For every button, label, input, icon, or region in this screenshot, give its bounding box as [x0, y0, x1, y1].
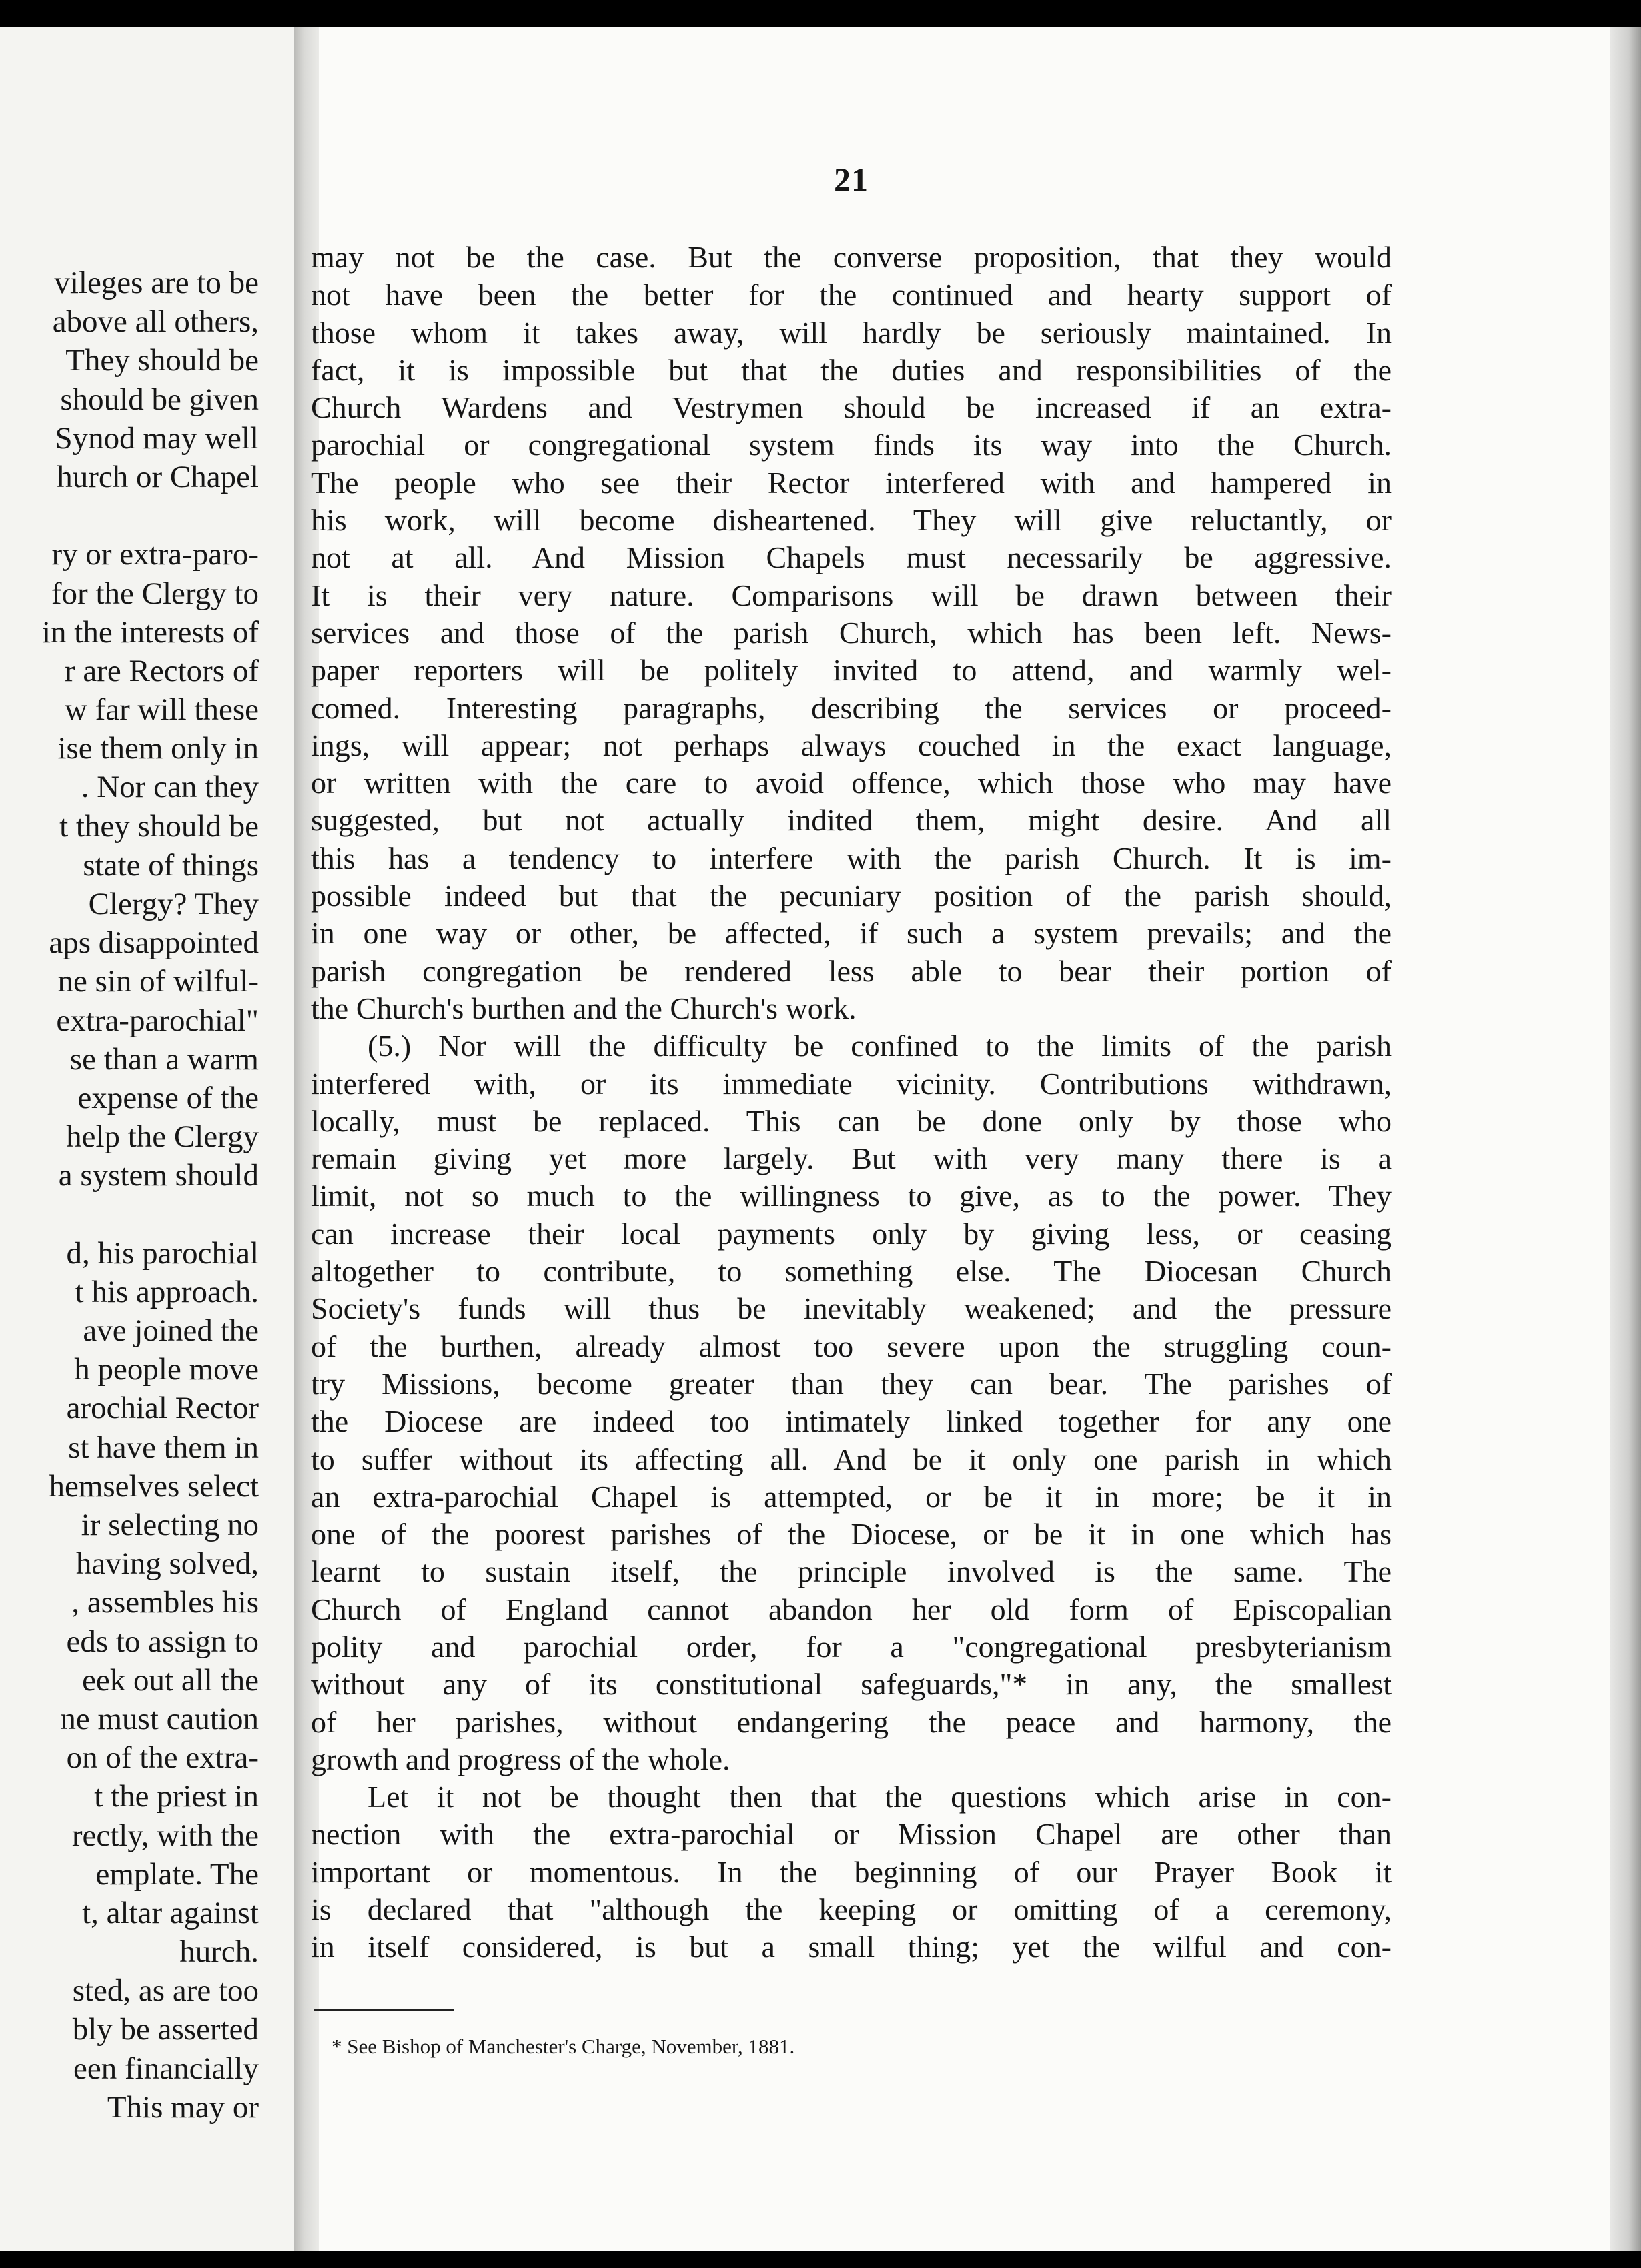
text-line: can increase their local payments only by giving less, or ceasing	[311, 1216, 1392, 1251]
text-line: polity and parochial order, for a "congregational presbyterianism	[311, 1629, 1392, 1664]
left-line: d, his parochial	[66, 1235, 259, 1271]
left-line: h people move	[74, 1352, 259, 1387]
left-line: vileges are to be	[54, 265, 259, 300]
left-line: This may or	[107, 2089, 259, 2125]
text-line: altogether to contribute, to something else. The Diocesan Church	[311, 1254, 1392, 1289]
text-line: services and those of the parish Church, which has been left. News-	[311, 615, 1392, 650]
left-line: for the Clergy to	[51, 576, 259, 611]
left-line: eek out all the	[82, 1662, 259, 1698]
text-line: those whom it takes away, will hardly be seriously maintained. In	[311, 315, 1392, 350]
text-line: this has a tendency to interfere with the parish Church. It is im-	[311, 840, 1392, 875]
left-line-gap	[42, 496, 259, 535]
text-line: comed. Interesting paragraphs, describing the services or proceed-	[311, 690, 1392, 725]
left-line: They should be	[65, 343, 259, 378]
text-line: important or momentous. In the beginning of our Prayer Book it	[311, 1854, 1392, 1889]
text-line: in one way or other, be affected, if such a system prevails; and the	[311, 916, 1392, 951]
left-line: state of things	[83, 847, 259, 883]
text-line: suggested, but not actually indited them, might desire. And all	[311, 803, 1392, 838]
text-line: parish congregation be rendered less able to bear their portion of	[311, 953, 1392, 988]
left-line: a system should	[58, 1158, 259, 1193]
body-text	[311, 239, 1392, 1966]
left-line: arochial Rector	[66, 1391, 259, 1426]
text-line: his work, will become disheartened. They will give reluctantly, or	[311, 503, 1392, 538]
text-line: may not be the case. But the converse proposition, that they would	[311, 240, 1392, 274]
left-line: ry or extra-paro-	[51, 537, 259, 572]
left-line: should be given	[60, 382, 259, 417]
text-line: is declared that "although the keeping or omitting of a ceremony,	[311, 1892, 1392, 1927]
left-line: ne sin of wilful-	[57, 964, 259, 999]
text-line: nection with the extra-parochial or Mission Chapel are other than	[311, 1817, 1392, 1852]
text-line: learnt to sustain itself, the principle involved is the same. The	[311, 1554, 1392, 1589]
text-line: interfered with, or its immediate vicinity. Contributions withdrawn,	[311, 1066, 1392, 1101]
text-line: in itself considered, is but a small thing; yet the wilful and con-	[311, 1930, 1392, 1964]
left-line: se than a warm	[69, 1041, 259, 1077]
left-line: bly be asserted	[72, 2012, 259, 2047]
text-line: paper reporters will be politely invited to attend, and warmly wel-	[311, 653, 1392, 688]
left-line: ave joined the	[83, 1313, 259, 1349]
text-line: Let it not be thought then that the questions which arise in con-	[368, 1780, 1392, 1814]
text-line: of the burthen, already almost too severe upon the struggling coun-	[311, 1329, 1392, 1363]
left-line: ne must caution	[60, 1701, 259, 1736]
text-line: try Missions, become greater than they can bear. The parishes of	[311, 1366, 1392, 1401]
text-line: (5.) Nor will the difficulty be confined to the limits of the parish	[368, 1029, 1392, 1063]
left-line: hurch or Chapel	[57, 459, 259, 494]
left-line: Synod may well	[55, 420, 259, 456]
text-line: an extra-parochial Chapel is attempted, or be it in more; be it in	[311, 1479, 1392, 1514]
page-edge	[1610, 27, 1641, 2251]
text-line: the Church's burthen and the Church's work.	[311, 991, 857, 1025]
left-line: t they should be	[59, 808, 259, 844]
text-line: to suffer without its affecting all. And be it only one parish in which	[311, 1442, 1392, 1476]
text-line: of her parishes, without endangering the peace and harmony, the	[311, 1704, 1392, 1739]
text-line: The people who see their Rector interfered with and hampered in	[311, 465, 1392, 500]
left-line: r are Rectors of	[65, 653, 259, 688]
left-line: Clergy? They	[88, 887, 259, 921]
text-line: fact, it is impossible but that the duties and responsibilities of the	[311, 352, 1392, 387]
left-line: een financially	[73, 2051, 259, 2086]
text-line: parochial or congregational system finds its way into the Church.	[311, 428, 1392, 462]
left-line: st have them in	[68, 1430, 259, 1465]
text-line: remain giving yet more largely. But with very many there is a	[311, 1141, 1392, 1176]
text-line: ings, will appear; not perhaps always couched in the exact language,	[311, 728, 1392, 762]
text-line: It is their very nature. Comparisons will be drawn between their	[311, 578, 1392, 612]
text-line: or written with the care to avoid offence, which those who may have	[311, 766, 1392, 800]
left-line: t his approach.	[75, 1274, 259, 1309]
left-line: on of the extra-	[66, 1740, 259, 1776]
left-line-gap	[42, 1195, 259, 1234]
text-line: not have been the better for the continued and hearty support of	[311, 277, 1392, 312]
text-line: one of the poorest parishes of the Diocese, or be it in one which has	[311, 1517, 1392, 1552]
text-line: limit, not so much to the willingness to give, as to the power. They	[311, 1179, 1392, 1213]
page-number: 21	[834, 161, 869, 198]
left-line: having solved,	[75, 1546, 259, 1582]
text-line: Church Wardens and Vestrymen should be increased if an extra-	[311, 390, 1392, 425]
left-line: sted, as are too	[72, 1973, 259, 2009]
text-line: Society's funds will thus be inevitably weakened; and the pressure	[311, 1291, 1392, 1326]
left-line: in the interests of	[41, 614, 259, 650]
footnote-divider	[314, 2009, 454, 2011]
left-line: t, altar against	[82, 1895, 259, 1930]
left-line: ir selecting no	[81, 1508, 259, 1542]
left-page	[0, 27, 294, 2251]
text-line: not at all. And Mission Chapels must necessarily be aggressive.	[311, 540, 1392, 575]
text-line: possible indeed but that the pecuniary position of the parish should,	[311, 879, 1392, 913]
text-line: Church of England cannot abandon her old form of Episcopalian	[311, 1592, 1392, 1626]
left-line: , assembles his	[71, 1585, 259, 1620]
left-page-text	[42, 263, 259, 2127]
left-line: rectly, with the	[71, 1818, 259, 1853]
text-line: the Diocese are indeed too intimately linked together for any one	[311, 1404, 1392, 1439]
left-line: ise them only in	[57, 731, 259, 766]
left-line: above all others,	[52, 304, 259, 340]
left-line: extra-parochial"	[56, 1003, 259, 1038]
left-line: t the priest in	[94, 1779, 259, 1814]
left-line: hurch.	[179, 1934, 259, 1970]
left-line: eds to assign to	[66, 1624, 259, 1659]
footnote: * See Bishop of Manchester's Charge, November, 1881.	[332, 2035, 795, 2058]
left-line: aps disappointed	[49, 925, 259, 961]
left-line: help the Clergy	[66, 1119, 259, 1155]
text-line: without any of its constitutional safeguards,"* in any, the smallest	[311, 1667, 1392, 1702]
left-line: emplate. The	[95, 1856, 259, 1892]
left-line: w far will these	[64, 692, 259, 728]
text-line: growth and progress of the whole.	[311, 1742, 730, 1776]
left-line: expense of the	[77, 1080, 259, 1115]
left-line: hemselves select	[49, 1468, 259, 1504]
text-line: locally, must be replaced. This can be done only by those who	[311, 1103, 1392, 1138]
left-line: . Nor can they	[81, 770, 259, 805]
